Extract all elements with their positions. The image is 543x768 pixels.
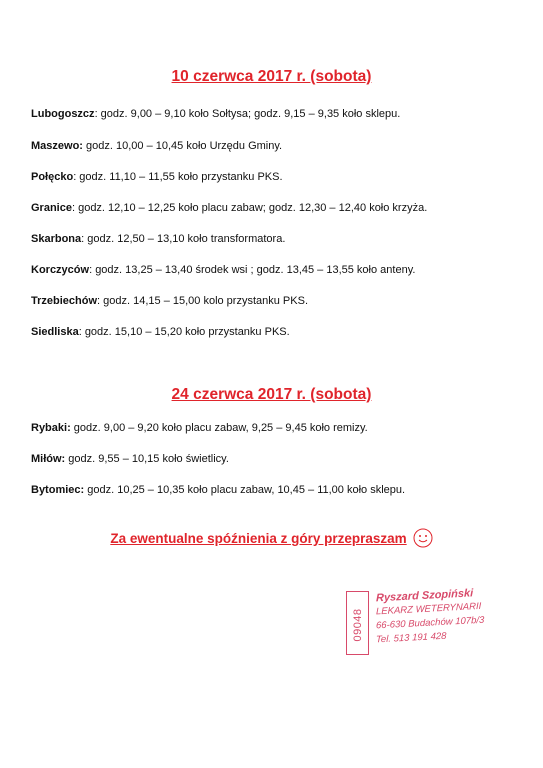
place-name: Rybaki: [31, 422, 71, 434]
veterinarian-stamp [346, 588, 506, 660]
schedule-text: godz. 10,25 – 10,35 koło placu zabaw, 10,45 – 11,00 koło sklepu. [84, 484, 406, 496]
place-name: Korczyców [31, 264, 90, 276]
schedule-text: godz. 9,55 – 10,15 koło świetlicy. [65, 453, 229, 465]
place-name: Lubogoszcz [31, 108, 95, 120]
schedule-row [31, 140, 531, 152]
schedule-text: : godz. 13,25 – 13,40 środek wsi ; godz. 13,45 – 13,55 koło anteny. [89, 264, 416, 276]
schedule-text: godz. 10,00 – 10,45 koło Urzędu Gminy. [82, 140, 283, 152]
place-name: Miłów: [31, 453, 66, 465]
schedule-row [31, 453, 531, 465]
schedule-row [31, 484, 531, 496]
section2-heading: 24 czerwca 2017 r. (sobota) [171, 386, 372, 403]
apology-text: Za ewentualne spóźnienia z góry przepraszam [110, 531, 407, 547]
schedule-text: godz. 9,00 – 9,20 koło placu zabaw, 9,25 – 9,45 koło remizy. [70, 422, 368, 434]
schedule-text: : godz. 9,00 – 9,10 koło Sołtysa; godz. 9,15 – 9,35 koło sklepu. [94, 108, 401, 120]
place-name: Skarbona [31, 233, 82, 245]
schedule-row [31, 233, 531, 245]
place-name: Trzebiechów [31, 295, 98, 307]
schedule-text: : godz. 15,10 – 15,20 koło przystanku PKS. [78, 326, 290, 338]
stamp-title: LEKARZ WETERYNARII [376, 600, 482, 618]
place-name: Połęcko [31, 171, 74, 183]
schedule-text: : godz. 14,15 – 15,00 kolo przystanku PKS. [97, 295, 308, 307]
schedule-row [31, 295, 531, 307]
smiley-face-icon [413, 528, 433, 551]
place-name: Granice [31, 202, 72, 214]
stamp-number-box [346, 591, 369, 655]
schedule-row [31, 108, 531, 120]
place-name: Siedliska [31, 326, 79, 338]
schedule-row [31, 326, 531, 338]
stamp-address: 66-630 Budachów 107b/3 [376, 614, 485, 632]
schedule-row [31, 202, 531, 214]
stamp-text-block [376, 585, 506, 648]
schedule-row [31, 171, 531, 183]
place-name: Bytomiec: [31, 484, 85, 496]
schedule-row [31, 264, 531, 276]
place-name: Maszewo: [31, 140, 83, 152]
stamp-name: Ryszard Szopiński [376, 587, 474, 605]
schedule-row [31, 422, 531, 434]
schedule-text: : godz. 12,50 – 13,10 koło transformatora. [81, 233, 286, 245]
schedule-text: : godz. 11,10 – 11,55 koło przystanku PKS. [73, 171, 283, 183]
schedule-text: : godz. 12,10 – 12,25 koło placu zabaw; godz. 12,30 – 12,40 koło krzyża. [71, 202, 428, 214]
stamp-phone: Tel. 513 191 428 [376, 630, 447, 646]
section1-heading: 10 czerwca 2017 r. (sobota) [171, 68, 372, 85]
stamp-number: 09048 [352, 608, 364, 642]
apology-note [0, 528, 543, 551]
